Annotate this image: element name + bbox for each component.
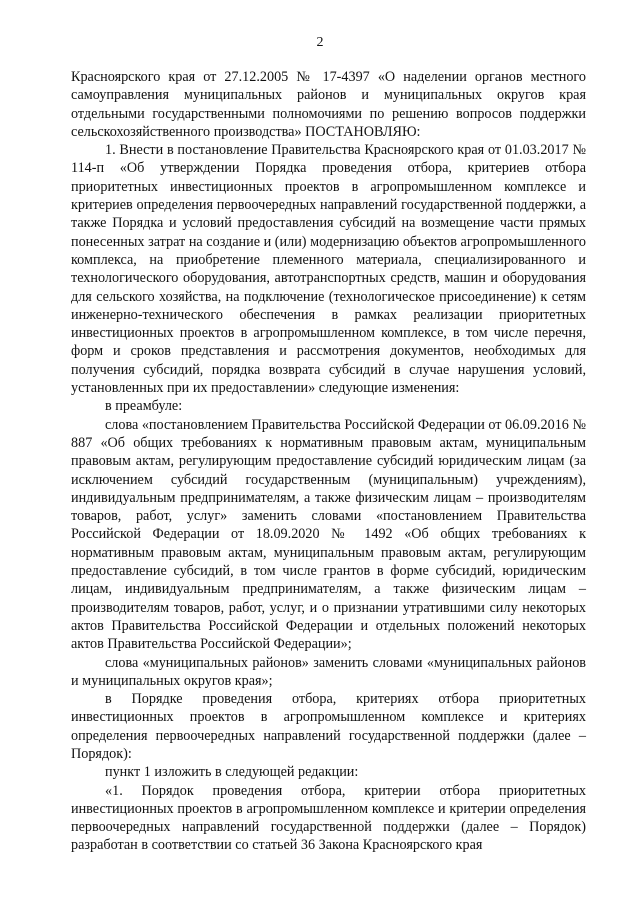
page-number: 2 [316, 35, 324, 50]
paragraph-preamble-continuation: Красноярского края от 27.12.2005 № 17-4397 «О наделении органов местного самоуправления муниципальных районов и муниципальных округов края отдельными государственными полномочиями по решению вопросов поддержки сельскохозяйственного производства» ПОСТАНОВЛЯЮ: [71, 69, 586, 140]
paragraph-point-1-edit: пункт 1 изложить в следующей редакции: [105, 764, 359, 781]
document-body [71, 68, 586, 855]
paragraph-in-procedure: в Порядке проведения отбора, критериях отбора приоритетных инвестиционных проектов в агропромышленном комплексе и критериях определения первоочередных направлений государственной поддержки (далее – Порядок): [71, 691, 586, 762]
paragraph-new-point-1: «1. Порядок проведения отбора, критерии отбора приоритетных инвестиционных проектов в агропромышленном комплексе и критерии определения первоочередных направлений государственной поддержки (далее – Порядок) разработан в соответствии со статьей 36 Закона Красноярского края [71, 782, 586, 854]
paragraph-item-1: 1. Внести в постановление Правительства Красноярского края от 01.03.2017 № 114-п «Об утверждении Порядка проведения отбора, критериев отбора приоритетных инвестиционных проектов в агропромышленном комплексе и критериев определения первоочередных направлений государственной поддержки, а также Порядка и условий предоставления субсидий на возмещение части прямых понесенных затрат на создание и (или) модернизацию объектов агропромышленного комплекса, на приобретение племенного материала, специализированного и технологического оборудования, автотранспортных средств, машин и оборудования для сельского хозяйства, на подключение (технологическое присоединение) к сетям инженерно-технического обеспечения в рамках реализации приоритетных инвестиционных проектов в агропромышленном комплексе, в том числе перечня, форм и сроков представления и рассмотрения документов, необходимых для получения субсидий, порядка возврата субсидий в случае нарушения условий, установленных при их предоставлении» следующие изменения: [71, 142, 586, 397]
paragraph-words-replacement-1: слова «постановлением Правительства Российской Федерации от 06.09.2016 № 887 «Об общих требованиях к нормативным правовым актам, муниципальным правовым актам, регулирующим предоставление субсидий юридическим лицам (за исключением субсидий государственным (муниципальным) учреждениям), индивидуальным предпринимателям, а также физическим лицам – производителям товаров, работ, услуг» заменить словами «постановлением Правительства Российской Федерации от 18.09.2020 № 1492 «Об общих требованиях к нормативным правовым актам, муниципальным правовым актам, регулирующим предоставление субсидий, в том числе грантов в форме субсидий, юридическим лицам, индивидуальным предпринимателям, а также физическим лицам – производителям товаров, работ, услуг, и о признании утратившими силу некоторых актов Правительства Российской Федерации и отдельных положений некоторых актов Правительства Российской Федерации»; [71, 416, 586, 653]
paragraph-words-replacement-2: слова «муниципальных районов» заменить словами «муниципальных районов и муниципальных округов края»; [71, 654, 586, 689]
paragraph-in-preamble: в преамбуле: [105, 398, 183, 415]
